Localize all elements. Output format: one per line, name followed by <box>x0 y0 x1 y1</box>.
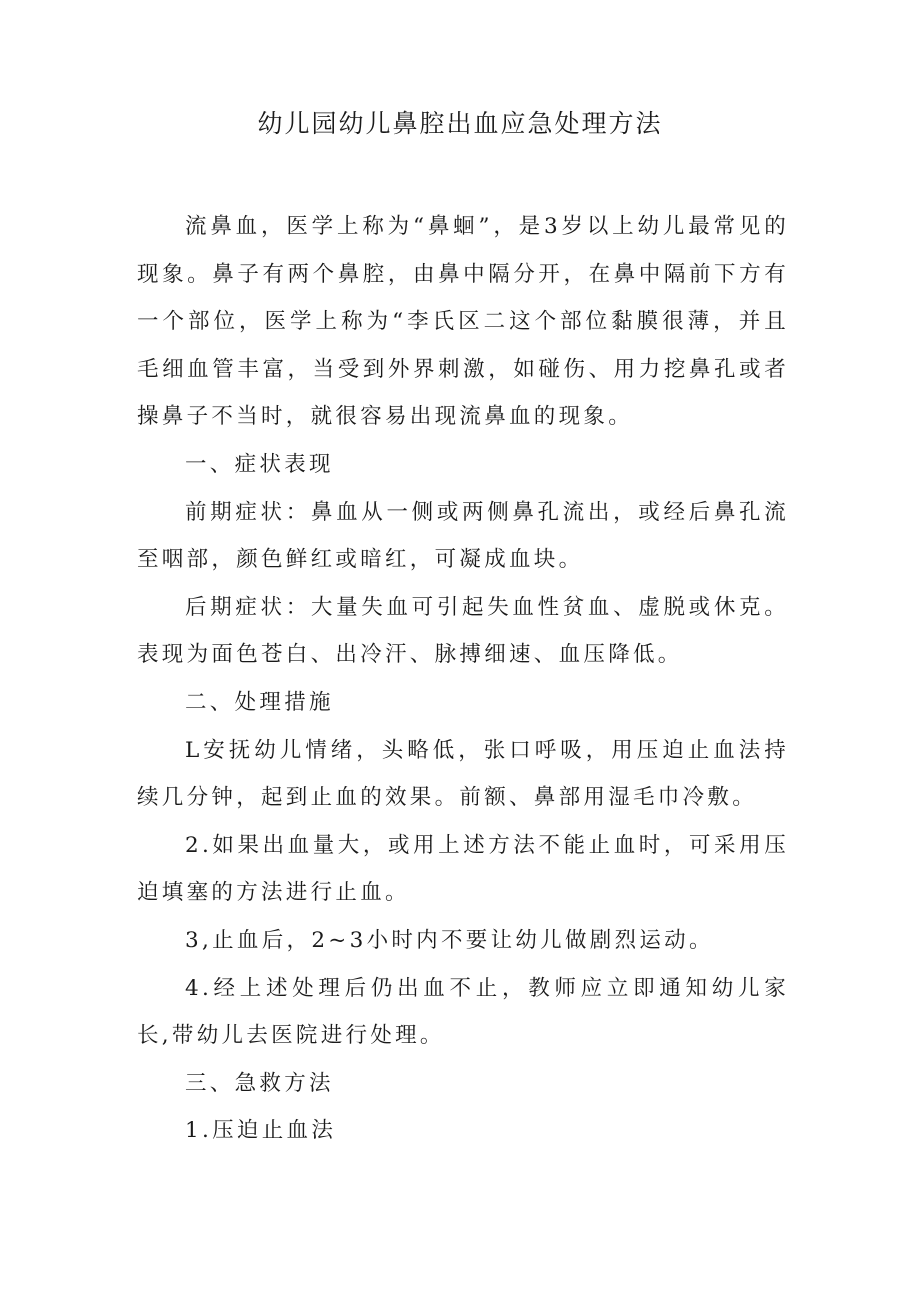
intro-paragraph: 流鼻血，医学上称为“鼻蛔”，是3岁以上幼儿最常见的现象。鼻子有两个鼻腔，由鼻中隔分开，在鼻中隔前下方有一个部位，医学上称为“李氏区二这个部位黏膜很薄，并且毛细血管丰富，当受到外界刺激，如碰伤、用力挖鼻孔或者操鼻子不当时，就很容易出现流鼻血的现象。 <box>137 214 789 430</box>
measure-item-3: 3,止血后，2~3小时内不要让幼儿做剧烈运动。 <box>185 927 714 953</box>
document-body <box>137 203 789 1155</box>
measure-item-2: 2.如果出血量大，或用上述方法不能止血时，可采用压迫填塞的方法进行止血。 <box>137 832 789 906</box>
section-heading-first-aid: 三、急救方法 <box>185 1070 334 1096</box>
early-symptoms-paragraph: 前期症状：鼻血从一侧或两侧鼻孔流出，或经后鼻孔流至咽部，颜色鲜红或暗红，可凝成血块。 <box>137 499 789 573</box>
section-heading-symptoms: 一、症状表现 <box>185 451 334 477</box>
document-title: 幼儿园幼儿鼻腔出血应急处理方法 <box>257 109 663 138</box>
section-heading-measures: 二、处理措施 <box>185 689 334 715</box>
late-symptoms-paragraph: 后期症状：大量失血可引起失血性贫血、虚脱或休克。表现为面色苍白、出冷汗、脉搏细速、血压降低。 <box>137 594 789 668</box>
measure-item-1: L安抚幼儿情绪，头略低，张口呼吸，用压迫止血法持续几分钟，起到止血的效果。前额、鼻部用湿毛巾冷敷。 <box>137 737 789 811</box>
first-aid-item-1: 1.压迫止血法 <box>185 1118 337 1144</box>
measure-item-4: 4.经上述处理后仍出血不止，教师应立即通知幼儿家长,带幼儿去医院进行处理。 <box>137 975 789 1049</box>
